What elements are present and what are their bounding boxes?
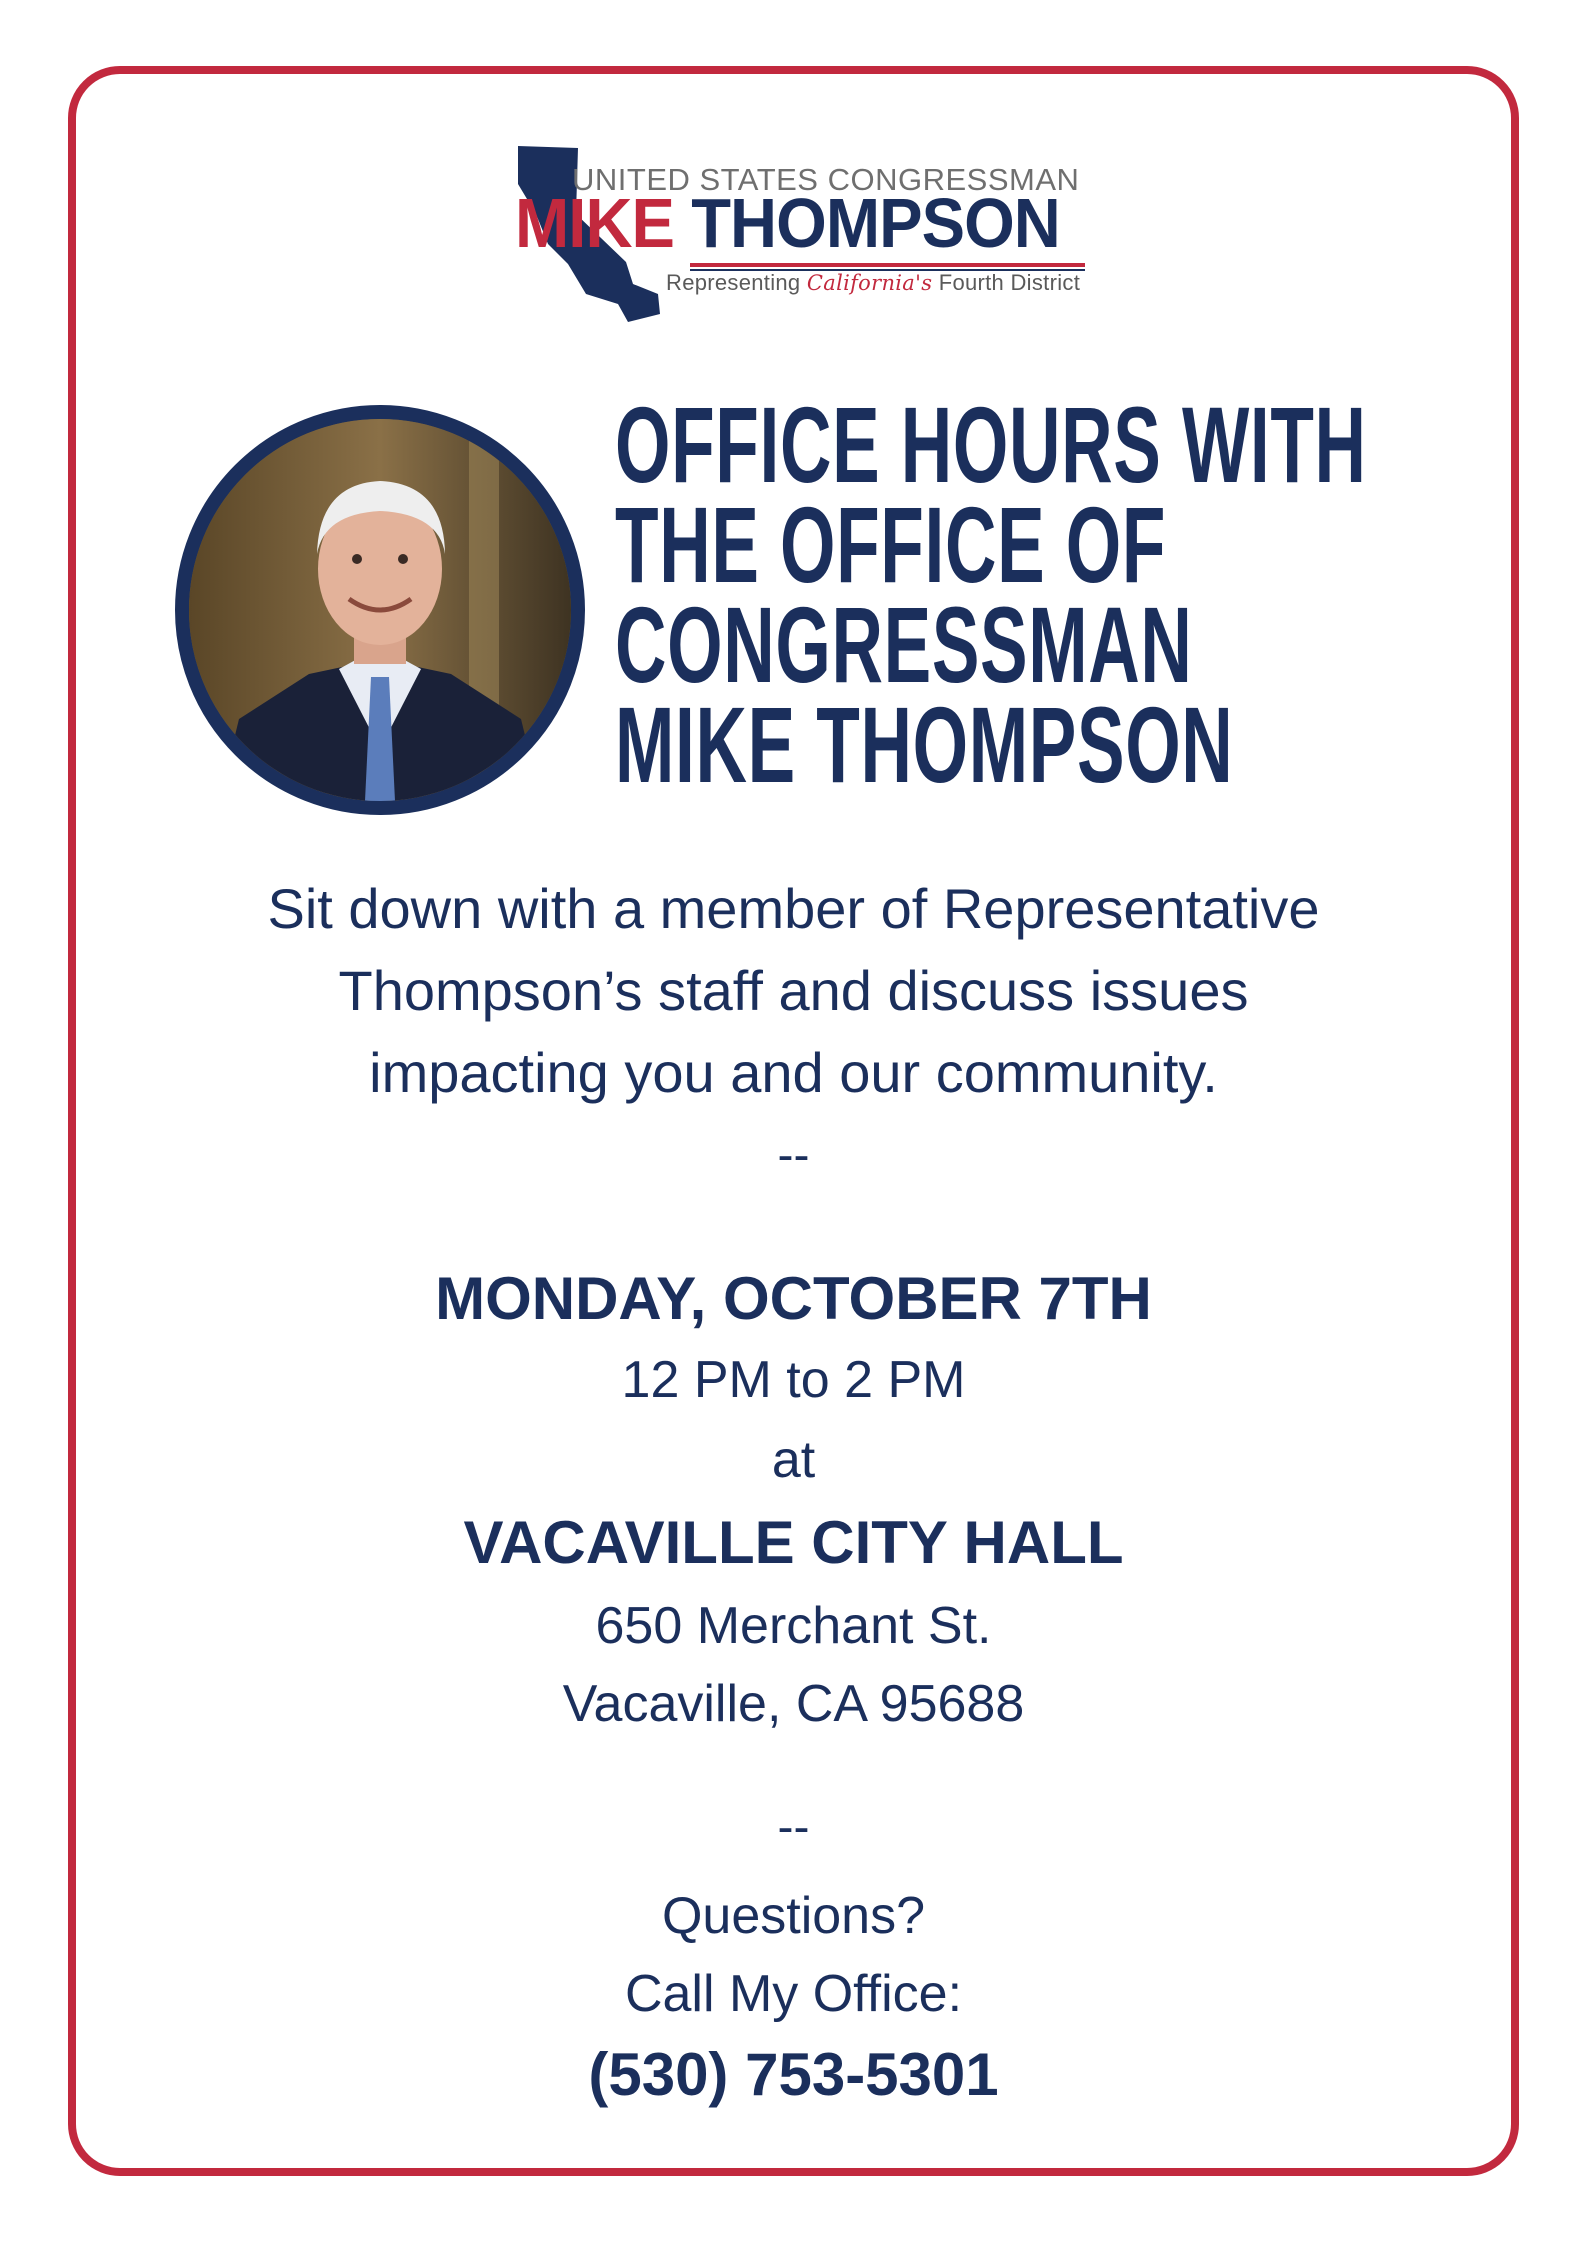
logo-subtitle [666,270,1080,296]
headline [615,384,1367,805]
description-line-3: impacting you and our community. [369,1041,1218,1104]
logo-sub-state: California's [806,271,933,295]
event-at: at [771,1431,816,1489]
flyer-border [68,66,1519,2176]
logo-name [515,184,1060,262]
description-line-2: Thompson’s staff and discuss issues [338,959,1249,1022]
contact-question: Questions? [661,1887,926,1945]
contact-call: Call My Office: [624,1965,963,2023]
logo-last-name: THOMPSON [691,184,1060,262]
event-city: Vacaville, CA 95688 [562,1675,1025,1733]
event-time: 12 PM to 2 PM [621,1351,966,1409]
logo-rule-red [690,263,1085,267]
contact-phone[interactable]: (530) 753-5301 [588,2041,999,2108]
congressman-logo [500,140,1100,330]
logo-sub-before: Representing [666,270,801,295]
congressman-portrait [175,405,585,815]
headline-line-4: MIKE THOMPSON [615,684,1234,805]
description-line-1: Sit down with a member of Representative [267,877,1320,940]
logo-first-name: MIKE [515,184,675,262]
event-venue: VACAVILLE CITY HALL [463,1509,1124,1576]
portrait-illustration [189,419,571,801]
separator-top: -- [777,1129,810,1182]
logo-sub-after: Fourth District [938,270,1081,295]
headline-line-1: OFFICE HOURS WITH [615,384,1367,505]
event-street: 650 Merchant St. [595,1597,992,1655]
logo-title: UNITED STATES CONGRESSMAN [572,162,1080,197]
separator-bottom: -- [777,1801,810,1854]
event-date: MONDAY, OCTOBER 7TH [435,1265,1152,1332]
headline-line-3: CONGRESSMAN [615,584,1193,705]
headline-line-2: THE OFFICE OF [615,484,1167,605]
